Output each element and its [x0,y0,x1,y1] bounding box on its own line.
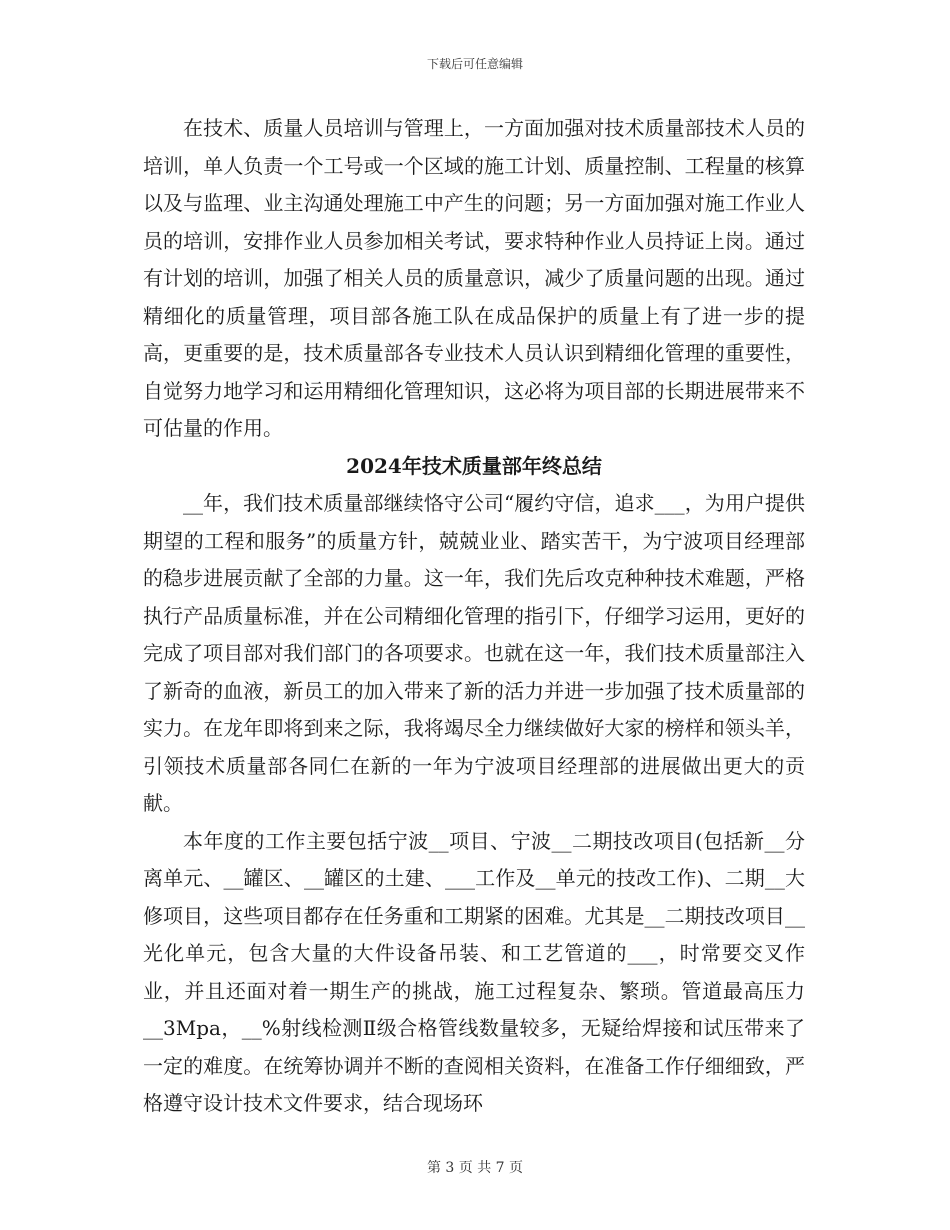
page-number: 第 3 页 共 7 页 [426,1160,524,1176]
section-heading: 2024年技术质量部年终总结 [346,453,602,478]
body-paragraph-training: 在技术、质量人员培训与管理上，一方面加强对技术质量部技术人员的培训，单人负责一个工号或一个区域的施工计划、质量控制、工程量的核算以及与监理、业主沟通处理施工中产生的问题；另一方面加强对施工作业人员的培训，安排作业人员参加相关考试，要求特种作业人员持证上岗。通过有计划的培训，加强了相关人员的质量意识，减少了质量问题的出现。通过精细化的质量管理，项目部各施工队在成品保护的质量上有了进一步的提高，更重要的是，技术质量部各专业技术人员认识到精细化管理的重要性，自觉努力地学习和运用精细化管理知识，这必将为项目部的长期进展带来不可估量的作用。 [143,116,805,440]
page-header-note: 下载后可任意编辑 [426,57,523,71]
document-body [143,110,805,1123]
body-paragraph-work-scope: 本年度的工作主要包括宁波__项目、宁波__二期技改项目(包括新__分离单元、__罐区、__罐区的土建、___工作及__单元的技改工作)、二期__大修项目，这些项目都存在任务重和工期紧的困难。尤其是__二期技改项目__光化单元，包含大量的大件设备吊装、和工艺管道的___，时常要交叉作业，并且还面对着一期生产的挑战，施工过程复杂、繁琐。管道最高压力__3Mpa，__%射线检测Ⅱ级合格管线数量较多，无疑给焊接和试压带来了一定的难度。在统筹协调并不断的查阅相关资料，在准备工作仔细细致，严格遵守设计技术文件要求，结合现场环 [143,828,805,1115]
body-paragraph-summary: __年，我们技术质量部继续恪守公司“履约守信，追求___，为用户提供期望的工程和服务”的质量方针，兢兢业业、踏实苦干，为宁波项目经理部的稳步进展贡献了全部的力量。这一年，我们先后攻克种种技术难题，严格执行产品质量标准，并在公司精细化管理的指引下，仔细学习运用，更好的完成了项目部对我们部门的各项要求。也就在这一年，我们技术质量部注入了新奇的血液，新员工的加入带来了新的活力并进一步加强了技术质量部的实力。在龙年即将到来之际，我将竭尽全力继续做好大家的榜样和领头羊，引领技术质量部各同仁在新的一年为宁波项目经理部的进展做出更大的贡献。 [143,491,805,815]
